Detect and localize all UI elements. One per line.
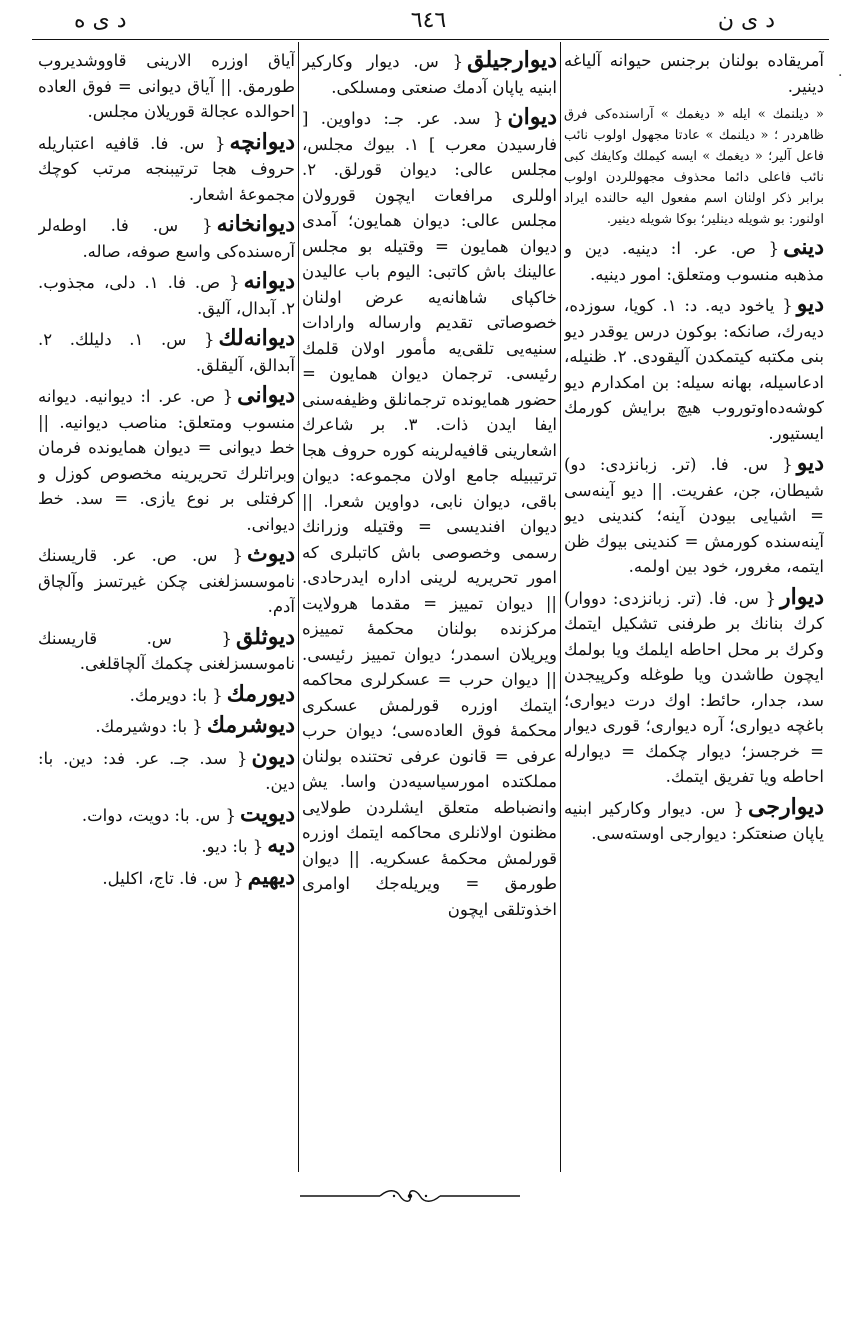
entry-definition: { س. ١. دلیلك. ٢. آبدالق، آلیقلق. — [38, 330, 295, 375]
entry-definition: { با: دیو. — [201, 837, 264, 856]
entry-headword: دیه — [267, 832, 295, 858]
entry-definition: { ص. فا. ١. دلی، مجذوب. ٢. آبدال، آلیق. — [38, 273, 295, 318]
entry-definition: { سد. جـ. عر. فد: دین. با: دین. — [38, 748, 295, 793]
entry-definition: { س. دیوار وکارکیر ابنیه یاپان آدمك صنعتی ومسلکی. — [302, 52, 557, 97]
entry-headword: دیوانه‌لك — [218, 325, 295, 351]
page-number: ٦٤٦ — [410, 8, 447, 33]
dictionary-entry — [38, 48, 295, 125]
entry-headword: دیو — [796, 450, 824, 476]
entry-headword: دیوث — [247, 541, 295, 567]
edge-mark: · — [838, 68, 843, 84]
entry-headword: دیوشرمك — [206, 712, 295, 738]
entry-definition: { یاخود دیه. د: ١. کویا، سوزده، دیه‌رك، صانكه: بوکون درس یوقدر دیو بنی مکتبه کیتمکدن آلیقودی. ٢. ظنیله، ادعاسیله، بهانه سیله: بن امکدارم دیو کوشه‌ده‌اوتوروب هیچ برایش کورمك ایستیور. — [564, 296, 824, 443]
column-left — [38, 48, 295, 1172]
entry-headword: دیوثلق — [235, 623, 295, 650]
entry-definition: { ص. عر. ا: دینیه. دین و مذهبه منسوب ومتعلق: امور دینیه. — [564, 239, 824, 284]
page-header — [28, 0, 829, 40]
dictionary-entry — [38, 383, 295, 537]
entry-headword: دیوانه — [243, 268, 295, 294]
entry-headword: دیوارجیلق — [467, 48, 557, 73]
column-divider-left — [298, 42, 299, 1172]
entry-definition: { س. فا. اوطه‌لر آره‌سنده‌کی واسع صوفه، صاله. — [38, 216, 295, 261]
entry-headword: دیوارجی — [748, 793, 824, 820]
dictionary-entry — [564, 451, 824, 580]
dictionary-entry — [302, 105, 557, 922]
entry-headword: دیورمك — [226, 680, 295, 707]
dictionary-entry — [38, 130, 295, 208]
entry-headword: دیویت — [239, 800, 295, 827]
entry-headword: دینی — [783, 234, 824, 260]
dictionary-entry — [38, 745, 295, 797]
header-left-guide: د ی ه — [74, 8, 127, 33]
dictionary-entry — [302, 48, 557, 100]
entry-definition: { س. ص. عر. قاریسنك ناموسسزلغنی چکن غیرتسز وآلچاق آدم. — [38, 546, 295, 616]
entry-definition: { س. فا. قافیه اعتباریله حروف هجا ترتیبنجه مرتب کوچك مجموعۀ اشعار. — [38, 133, 295, 204]
entry-definition: { سد. عر. جـ: دواوین. [ فارسیدن معرب ] ١. بیوك مجلس، مجلس عالی: دیوان قورلق. ٢. اوللری مرافعات ایچون قورولان مجلس عالی: دیوان همایون؛ آمدی دیوان همایون = وقتیله بو مجلس عالینك باش کاتبی: الیوم باب عالیدن خاکپای شاهانه‌یه عرض اولنان خصوصاتی تقدیم وارساله وارادات سنیه‌یی تلقی‌یه مأمور اولان قلمك رئیسی. ترجمان دیوان همایون = حضور همایونده ترجمانلق وظیفه‌سنی ایفا ایدن ذات. ٣. بر شاعرك اشعارینی قافیه‌لرینه کوره حروف هجا ترتیبیله جامع اولان مجموعه: دیوان باقی، دیوان نابی، دواوین شعرا. || دیوان افندیسی = وقتیله وزرانك رسمی وخصوصی باش کاتبلری که امور تحریریه لرینی اداره ایدرحادی. || دیوان تمییز = مقدما هرولایت مرکزنده بولنان محکمۀ تمییزه ویریلان اسمدر؛ دیوان تمییز رئیسی. || دیوان حرب = عسکرلری محاکمه ایتمك اوزره قورلمش عسکری محکمۀ فوق العاده‌سی؛ دیوان حرب عرفی = قانون عرفی تحتنده بولنان مملکتده امورسیاسیه‌دن واسا. یش وانضباطه متعلق ایشلردن طولایی مظنون اولانلری محاکمه ایتمك اوزره قورلمش محکمۀ عسکریه. || دیوان طورمق = ویریله‌جك اوامری اخذوتلقی ایچون — [302, 109, 557, 919]
dictionary-entry — [564, 795, 824, 847]
dictionary-entry — [38, 542, 295, 620]
entry-headword: دیوار — [779, 583, 824, 610]
entry-definition: آیاق اوزره الارینی قاووشدیروب طورمق. || آیاق دیوانی = فوق العاده احوالده عجالة قوریلان مجلس. — [38, 51, 295, 121]
header-right-guide: د ی ن — [717, 8, 775, 33]
dictionary-entry — [38, 682, 295, 709]
entry-definition: { س. فا. تاج، اکلیل. — [102, 868, 244, 888]
entry-headword: دیون — [251, 743, 295, 770]
column-right — [564, 48, 824, 1172]
entry-headword: دیوانچه — [229, 128, 295, 155]
column-middle — [302, 48, 557, 1172]
dictionary-entry — [38, 802, 295, 829]
entry-definition: { با: دویرمك. — [129, 685, 223, 705]
dictionary-entry — [564, 104, 824, 230]
columns — [32, 42, 829, 1172]
dictionary-entry — [38, 269, 295, 321]
entry-definition: { س. با: دویت، دوات. — [81, 805, 236, 825]
entry-definition: { ص. عر. ا: دیوانیه. دیوانه منسوب ومتعلق: مناصب دیوانیه. || خط دیوانی = دیوان همایونده فرمان وبراتلرك تحریرینه مخصوص کوزل و کرفتلی بر نوع یازی. = سد. خط دیوانی. — [38, 387, 295, 534]
entry-headword: دیوانخانه — [216, 211, 295, 237]
dictionary-entry — [564, 48, 824, 99]
dictionary-entry — [38, 713, 295, 740]
entry-definition: { س. قاریسنك ناموسسزلغنی چکمك آلچاقلغی. — [38, 628, 295, 673]
entry-headword: دیهیم — [247, 863, 295, 890]
column-divider-right — [560, 42, 561, 1172]
entry-definition: { با: دوشیرمك. — [95, 717, 203, 736]
entry-definition: { س. فا. (تر. زبانزدی: دو) شیطان، جن، عفریت. || دیو آینه‌سی = اشیایی بیودن آینه؛ کندینی دیو آینه‌سنده کورمش = کندینی بیوك ظن ایتمه، مغرور، خود بین اولمه. — [564, 455, 824, 576]
dictionary-entry — [38, 865, 295, 892]
entry-headword: دیوانی — [237, 382, 295, 408]
footer-ornament — [300, 1188, 520, 1204]
dictionary-entry — [38, 625, 295, 677]
dictionary-entry — [38, 833, 295, 860]
dictionary-entry — [38, 326, 295, 378]
dictionary-entry — [564, 235, 824, 287]
entry-definition: { س. دیوار وکارکیر ابنیه یاپان صنعتکر: دیوارجی اوسته‌سی. — [564, 798, 824, 843]
entry-definition: { س. فا. (تر. زبانزدی: دووار) کرك بنانك بر طرفنی تشکیل ایتمك وکرك بر محل احاطه ایلمك ویا بولمك ایچون طاشدن ویا طوغله وکرپیجدن سد، جدار، حائط: اوك درت دیواری؛ باغچه دیواری؛ آره دیواری؛ قوری دیوار = خرجسز؛ دیوار چکمك = دیوارله احاطه ویا تفریق ایتمك. — [564, 588, 824, 786]
dictionary-entry — [38, 212, 295, 264]
entry-headword: دیوان — [507, 104, 557, 130]
header-rule — [32, 39, 829, 40]
dictionary-entry — [564, 292, 824, 446]
entry-definition: آمریقاده بولنان برجنس حیوانه آلیاغه دینیر. — [564, 51, 824, 96]
entry-definition: « دیلنمك » ایله « دیغمك » آراسنده‌کی فرق ظاهردر ؛ « دیلنمك » عادتا مجهول اولوب نائب فاعل آلیر؛ « دیغمك » ایسه کیملك وکایفك کبی نائب فاعلی دائما محذوف مجهوللردن اولوب برابر ذکر اولنان اسم مفعول الیه حالنده ایراد اولنور: بو شویله دینلیر؛ بوکا شویله دینیر. — [564, 107, 824, 227]
entry-headword: دیو — [796, 291, 824, 317]
dictionary-entry — [564, 585, 824, 790]
